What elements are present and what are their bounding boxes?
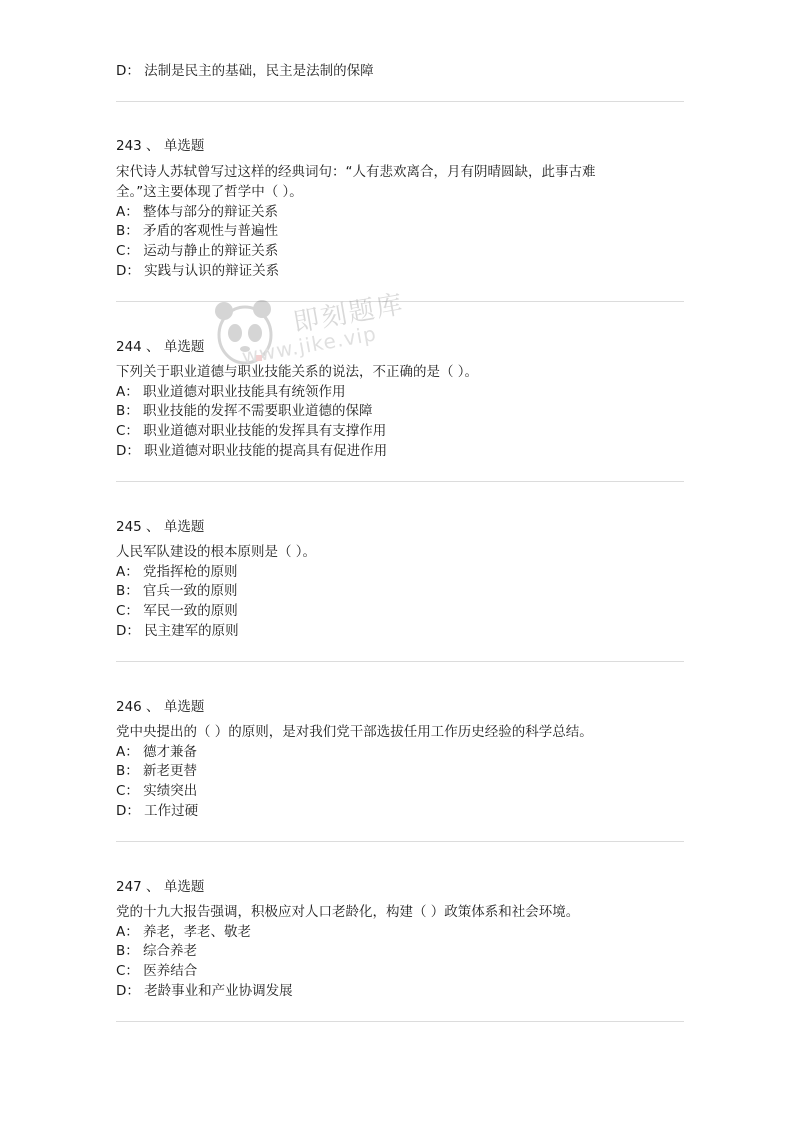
option-a: A： 德才兼备 bbox=[116, 744, 198, 760]
question-divider bbox=[116, 661, 684, 662]
option-d: D： 工作过硬 bbox=[116, 803, 199, 819]
option-d: D： 民主建军的原则 bbox=[116, 623, 239, 639]
question-divider bbox=[116, 841, 684, 842]
prev-question-option-d: D： 法制是民主的基础，民主是法制的保障 bbox=[116, 63, 374, 79]
option-b: B： 综合养老 bbox=[116, 943, 198, 959]
option-c: C： 运动与静止的辩证关系 bbox=[116, 243, 279, 259]
option-c: C： 医养结合 bbox=[116, 963, 198, 979]
option-c: C： 实绩突出 bbox=[116, 783, 198, 799]
option-b: B： 新老更替 bbox=[116, 763, 198, 779]
panda-logo-icon bbox=[210, 293, 280, 373]
option-b: B： 官兵一致的原则 bbox=[116, 583, 238, 599]
question-divider bbox=[116, 101, 684, 102]
option-b: B： 职业技能的发挥不需要职业道德的保障 bbox=[116, 403, 373, 419]
option-a: A： 养老，孝老、敬老 bbox=[116, 924, 252, 940]
question-text-line: 全。”这主要体现了哲学中（ ）。 bbox=[116, 184, 303, 200]
question-divider bbox=[116, 301, 684, 302]
question-divider bbox=[116, 1021, 684, 1022]
option-b: B： 矛盾的客观性与普遍性 bbox=[116, 223, 279, 239]
question-text-line: 下列关于职业道德与职业技能关系的说法，不正确的是（ ）。 bbox=[116, 364, 479, 380]
question-header: 246 、 单选题 bbox=[116, 699, 205, 715]
question-text-line: 党的十九大报告强调，积极应对人口老龄化，构建（ ）政策体系和社会环境。 bbox=[116, 904, 580, 920]
question-header: 244 、 单选题 bbox=[116, 339, 205, 355]
question-header: 243 、 单选题 bbox=[116, 138, 205, 154]
option-a: A： 整体与部分的辩证关系 bbox=[116, 204, 279, 220]
watermark-url-text: www.jike.vip bbox=[240, 321, 379, 369]
question-text-line: 党中央提出的（ ）的原则，是对我们党干部选拔任用工作历史经验的科学总结。 bbox=[116, 724, 593, 740]
question-text-line: 宋代诗人苏轼曾写过这样的经典词句：“人有悲欢离合，月有阴晴圆缺，此事古难 bbox=[116, 164, 596, 180]
question-text-line: 人民军队建设的根本原则是（ ）。 bbox=[116, 544, 317, 560]
option-d: D： 实践与认识的辩证关系 bbox=[116, 263, 280, 279]
option-c: C： 职业道德对职业技能的发挥具有支撑作用 bbox=[116, 423, 387, 439]
option-a: A： 党指挥枪的原则 bbox=[116, 564, 238, 580]
question-header: 247 、 单选题 bbox=[116, 879, 205, 895]
question-divider bbox=[116, 481, 684, 482]
question-header: 245 、 单选题 bbox=[116, 519, 205, 535]
option-d: D： 职业道德对职业技能的提高具有促进作用 bbox=[116, 443, 388, 459]
option-c: C： 军民一致的原则 bbox=[116, 603, 238, 619]
watermark-brand-text: 即刻题库 bbox=[291, 289, 407, 339]
option-a: A： 职业道德对职业技能具有统领作用 bbox=[116, 384, 346, 400]
option-d: D： 老龄事业和产业协调发展 bbox=[116, 983, 293, 999]
